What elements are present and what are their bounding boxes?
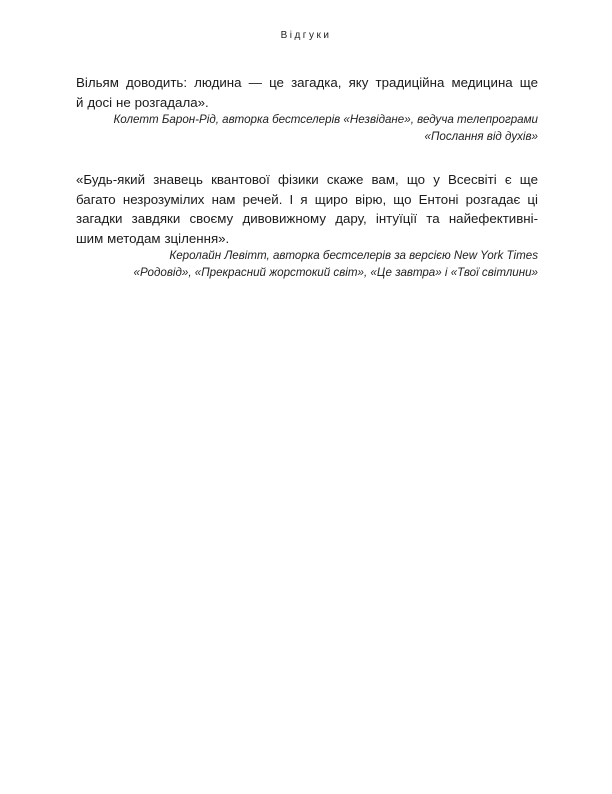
testimonial-2-quote-line-2: багато незрозумілих нам речей. І я щиро вірю, що Ентоні розгадає ці [76, 191, 538, 207]
testimonial-2-attribution-line-2: «Родовід», «Прекрасний жорстокий світ», «Це завтра» і «Твої світлини» [133, 265, 538, 279]
testimonial-1-attribution-line-1: Колетт Барон-Рід, авторка бестселерів «Незвідане», ведуча телепрограми [113, 113, 538, 127]
testimonial-1-quote-line-2: й досі не розгадала». [76, 94, 209, 110]
testimonial-1-attribution [76, 112, 538, 145]
testimonial-2-attribution [76, 248, 538, 281]
testimonial-1 [76, 73, 538, 145]
testimonial-1-attribution-line-2: «Послання від духів» [424, 129, 538, 143]
testimonial-1-quote-line-1: Вільям доводить: людина — це загадка, яку традиційна медицина ще [76, 75, 538, 90]
testimonial-2-quote-line-4: шим методам зцілення». [76, 230, 230, 246]
testimonial-2-quote-line-3: загадки завдяки своєму дивовижному дару, інтуїції та найефективні- [76, 211, 538, 227]
testimonial-2-attribution-line-1: Керолайн Левітт, авторка бестселерів за версією New York Times [169, 249, 538, 263]
testimonial-2-quote [76, 170, 538, 248]
testimonial-2-quote-line-1: «Будь-який знавець квантової фізики скаже вам, що у Всесвіті є ще [76, 172, 538, 187]
testimonial-1-quote [76, 73, 538, 112]
running-header: Відгуки [280, 30, 332, 41]
testimonial-2 [76, 170, 538, 281]
